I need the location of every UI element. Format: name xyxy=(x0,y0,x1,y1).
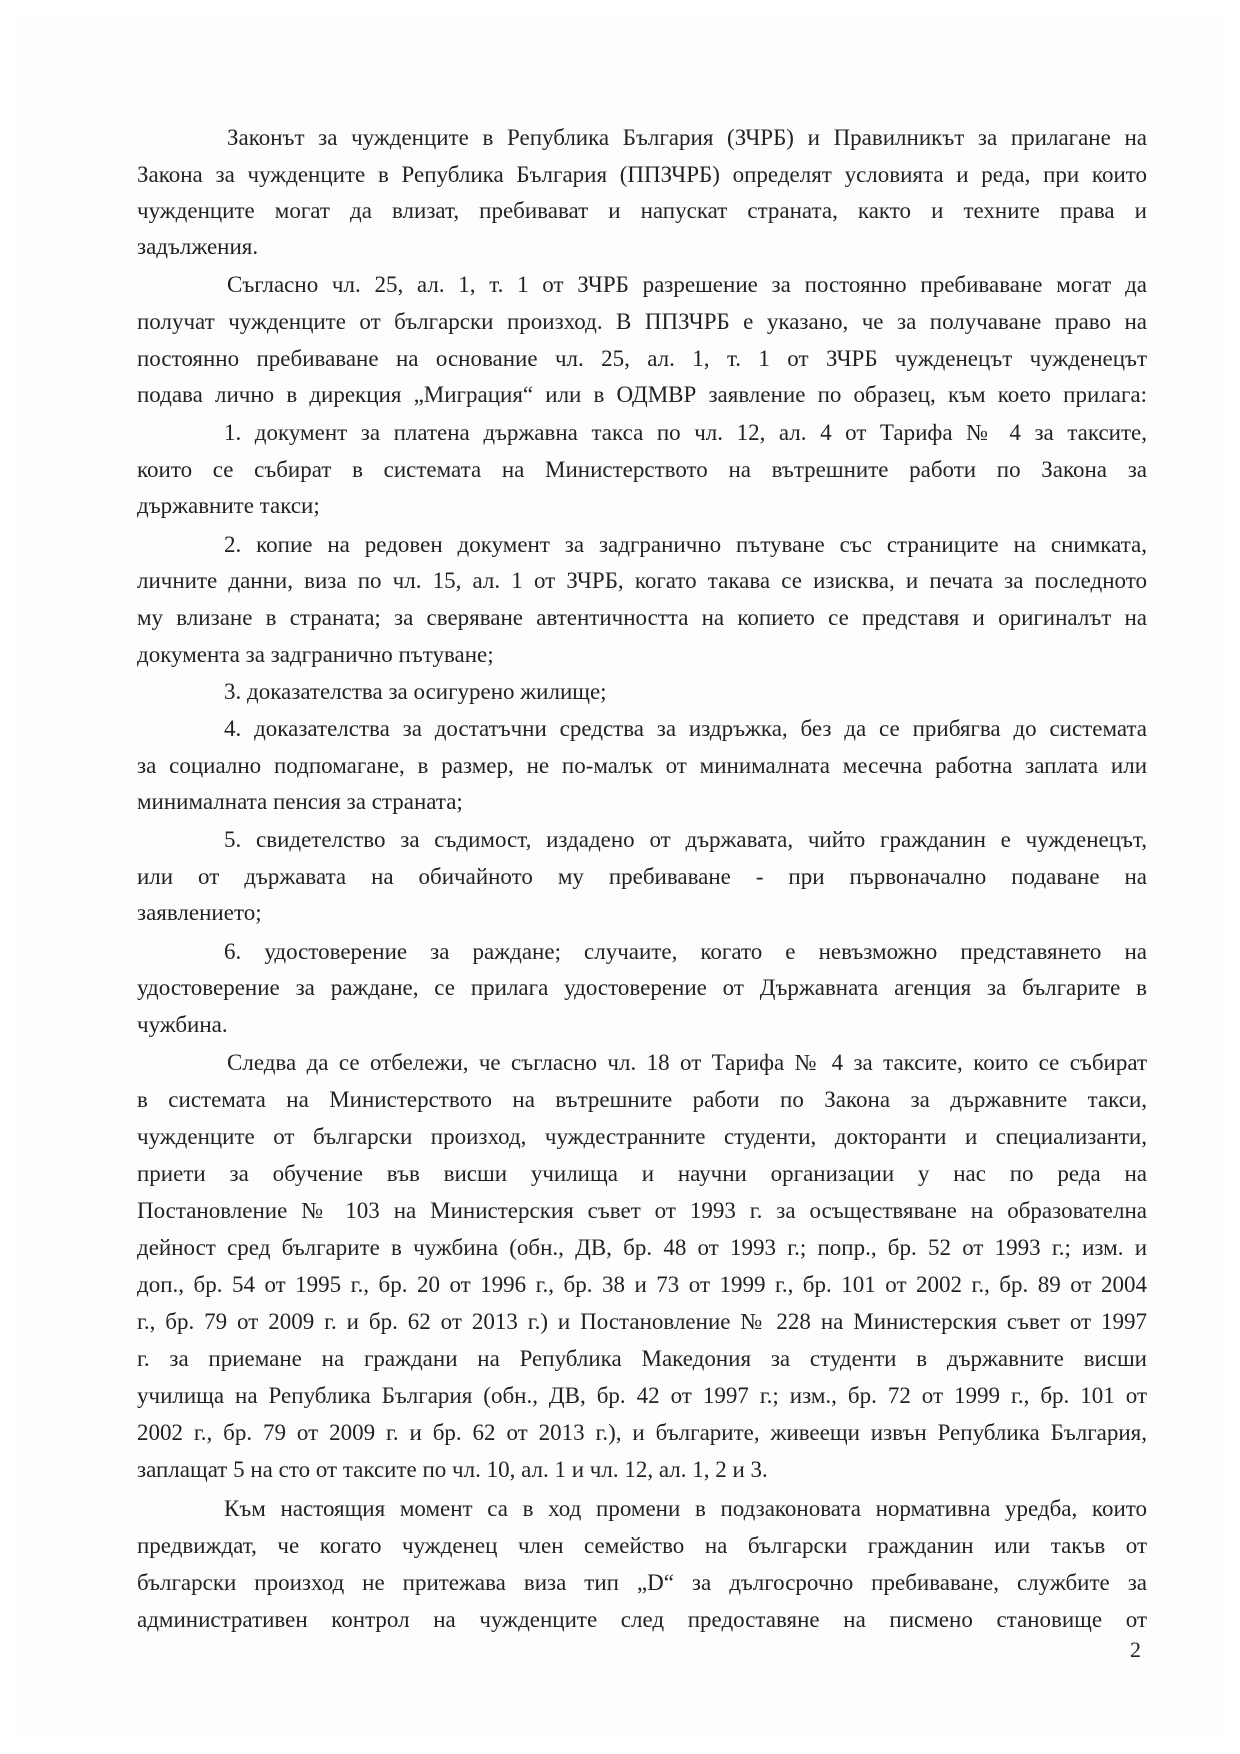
text-line: задължения. xyxy=(137,234,259,259)
text-line: държавните такси; xyxy=(137,493,320,518)
text-line: удостоверение за раждане, се прилага удостоверение от Държавната агенция за българите в xyxy=(137,975,1147,1000)
list-item-3: 3. доказателства за осигурено жилище; xyxy=(224,679,607,704)
text-line: минималната пенсия за страната; xyxy=(137,789,463,814)
text-line: документа за задгранично пътуване; xyxy=(137,642,494,667)
text-line: г. за приемане на граждани на Република Македония за студенти в държавните висши xyxy=(137,1346,1147,1371)
text-line: чужбина. xyxy=(137,1012,228,1037)
text-line: Постановление № 103 на Министерския съвет от 1993 г. за осъществяване на образователна xyxy=(137,1198,1147,1223)
text-line: дейност сред българите в чужбина (обн., ДВ, бр. 48 от 1993 г.; попр., бр. 52 от 1993 г.; изм. и xyxy=(137,1235,1147,1260)
list-item-4: 4. доказателства за достатъчни средства за издръжка, без да се прибягва до системата xyxy=(224,716,1147,741)
text-line: в системата на Министерството на вътрешните работи по Закона за държавните такси, xyxy=(137,1087,1147,1112)
list-item-2: 2. копие на редовен документ за задгранично пътуване със страниците на снимката, xyxy=(224,532,1147,557)
text-line: за социално подпомагане, в размер, не по-малък от минималната месечна работна заплата или xyxy=(137,753,1147,778)
list-item-5: 5. свидетелство за съдимост, издадено от държавата, чийто гражданин е чужденецът, xyxy=(224,827,1147,852)
text-line: или от държавата на обичайното му пребиваване - при първоначално подаване на xyxy=(137,864,1147,889)
text-line: училища на Република България (обн., ДВ, бр. 42 от 1997 г.; изм., бр. 72 от 1999 г., бр. 101 от xyxy=(137,1383,1147,1408)
text-line: Съгласно чл. 25, ал. 1, т. 1 от ЗЧРБ разрешение за постоянно пребиваване могат да xyxy=(227,272,1147,297)
text-line: личните данни, виза по чл. 15, ал. 1 от ЗЧРБ, когато такава се изисква, и печата за последното xyxy=(137,568,1147,593)
text-line: подава лично в дирекция „Миграция“ или в ОДМВР заявление по образец, към което прилага: xyxy=(137,382,1147,407)
text-line: приети за обучение във висши училища и научни организации у нас по реда на xyxy=(137,1161,1147,1186)
text-line: му влизане в страната; за сверяване автентичността на копието се представя и оригиналът на xyxy=(137,605,1147,630)
list-item-1: 1. документ за платена държавна такса по чл. 12, ал. 4 от Тарифа № 4 за таксите, xyxy=(224,420,1147,445)
text-line: Закона за чужденците в Република България (ППЗЧРБ) определят условията и реда, при които xyxy=(137,162,1147,187)
list-item-6: 6. удостоверение за раждане; случаите, когато е невъзможно представянето на xyxy=(224,939,1147,964)
text-line: чужденците от български произход, чуждестранните студенти, докторанти и специализанти, xyxy=(137,1124,1147,1149)
text-line: постоянно пребиваване на основание чл. 25, ал. 1, т. 1 от ЗЧРБ чужденецът чужденецът xyxy=(137,346,1147,371)
text-line: чужденците могат да влизат, пребивават и напускат страната, както и техните права и xyxy=(137,198,1147,223)
text-line: получат чужденците от български произход. В ППЗЧРБ е указано, че за получаване право на xyxy=(137,309,1147,334)
text-line: Следва да се отбележи, че съгласно чл. 18 от Тарифа № 4 за таксите, които се събират xyxy=(227,1050,1147,1075)
text-line: предвиждат, че когато чужденец член семейство на български гражданин или такъв от xyxy=(137,1533,1147,1558)
page-number: 2 xyxy=(1130,1637,1141,1662)
text-line: Законът за чужденците в Република България (ЗЧРБ) и Правилникът за прилагане на xyxy=(227,125,1147,150)
text-line: които се събират в системата на Министерството на вътрешните работи по Закона за xyxy=(137,457,1147,482)
text-line: Към настоящия момент са в ход промени в подзаконовата нормативна уредба, които xyxy=(224,1496,1147,1521)
text-line: административен контрол на чужденците след предоставяне на писмено становище от xyxy=(137,1607,1147,1632)
text-line: доп., бр. 54 от 1995 г., бр. 20 от 1996 г., бр. 38 и 73 от 1999 г., бр. 101 от 2002 г., бр. 89 от 2004 xyxy=(137,1272,1147,1297)
text-line: заявлението; xyxy=(137,900,262,925)
text-line: г., бр. 79 от 2009 г. и бр. 62 от 2013 г.) и Постановление № 228 на Министерския съвет от 1997 xyxy=(137,1309,1147,1334)
text-line: 2002 г., бр. 79 от 2009 г. и бр. 62 от 2013 г.), и българите, живеещи извън Република България, xyxy=(137,1420,1147,1445)
text-line: заплащат 5 на сто от таксите по чл. 10, ал. 1 и чл. 12, ал. 1, 2 и 3. xyxy=(137,1457,768,1482)
text-line: български произход не притежава виза тип „D“ за дългосрочно пребиваване, службите за xyxy=(137,1570,1147,1595)
